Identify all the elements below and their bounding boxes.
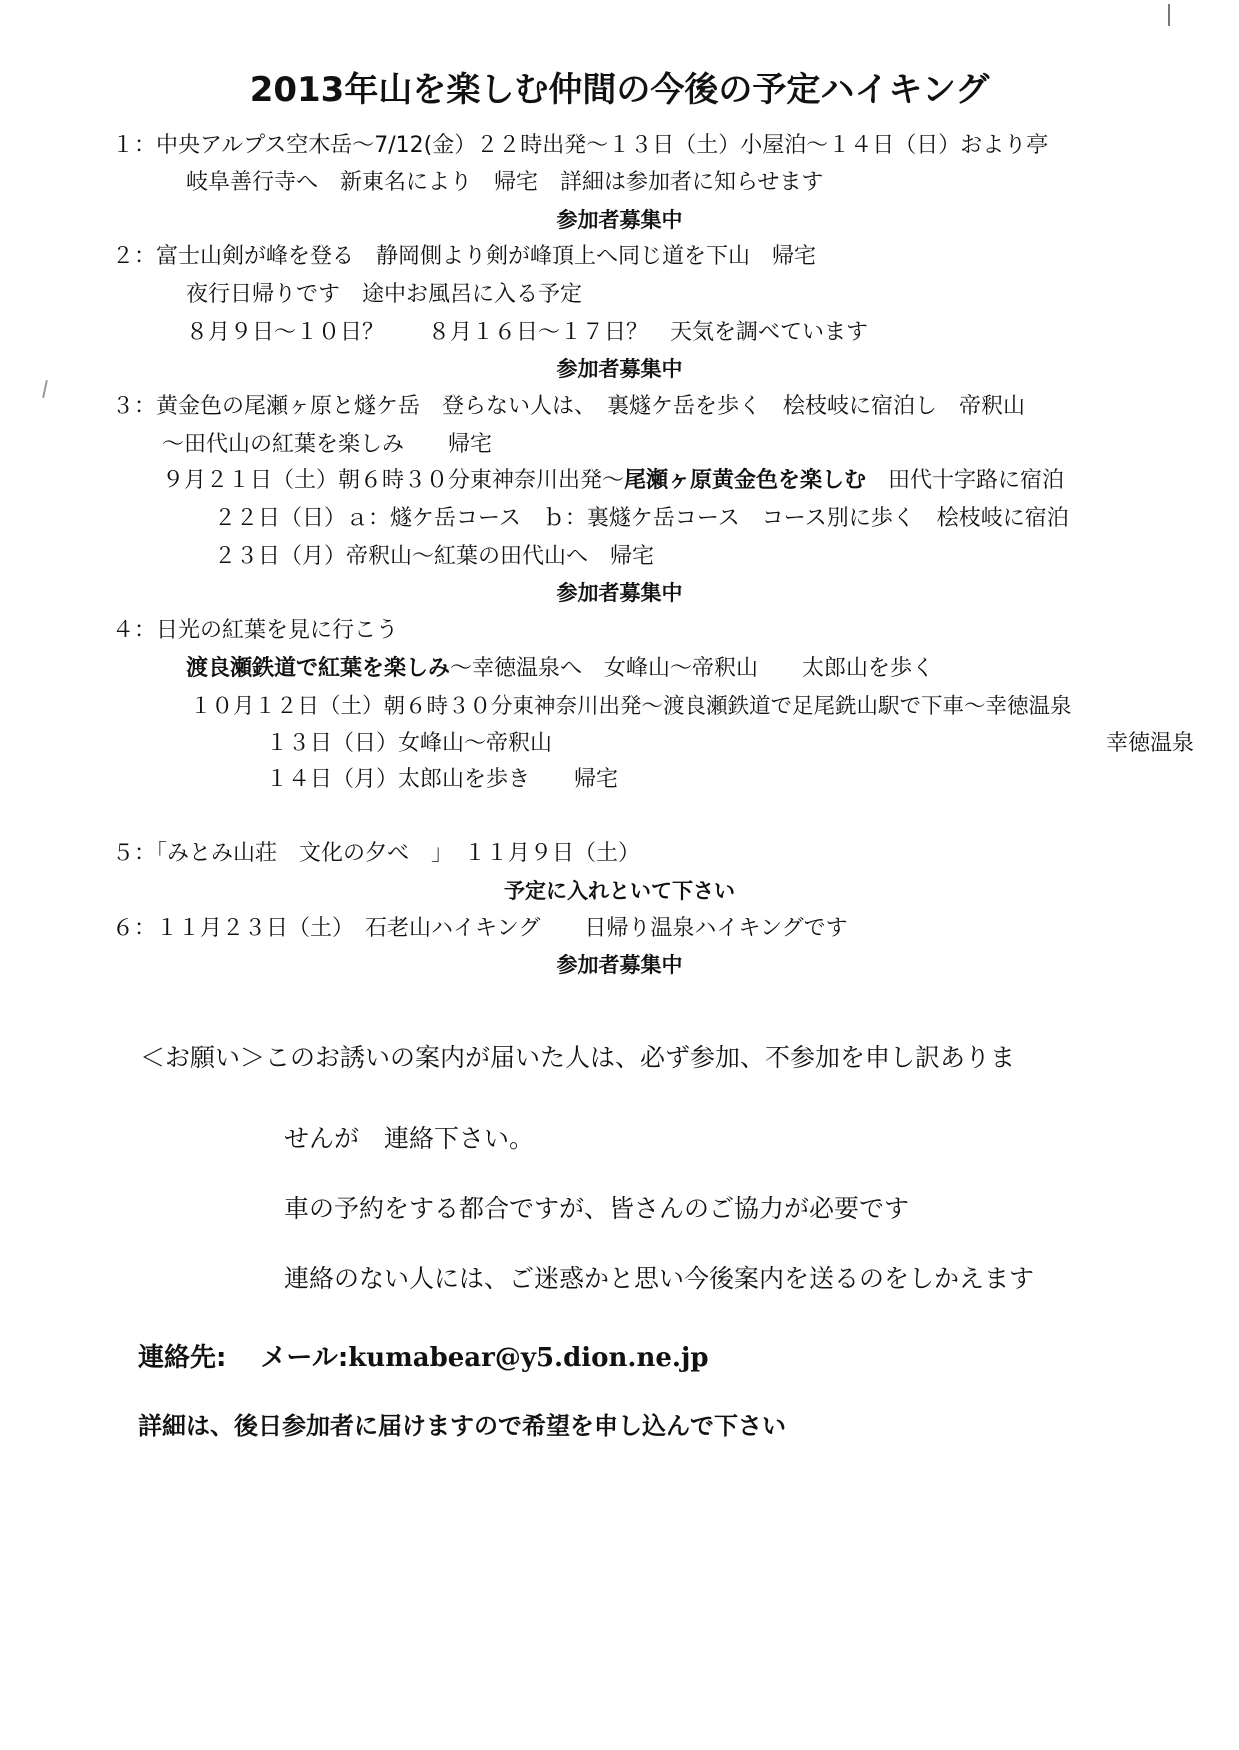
- request-line-1: ＜お願い＞このお誘いの案内が届いた人は、必ず参加、不参加を申し訳ありま: [140, 1043, 1016, 1072]
- item-1-line-2: 岐阜善行寺へ 新東名により 帰宅 詳細は参加者に知らせます: [186, 170, 824, 195]
- item-5-line-1: ５：「みとみ山荘 文化の夕べ 」 １１月９日（土）: [112, 841, 641, 866]
- contact-email[interactable]: kumabear@y5.dion.ne.jp: [348, 1343, 709, 1373]
- item-4-line-4: １３日（日）女峰山～帝釈山: [266, 731, 553, 756]
- item-2-line-2: 夜行日帰りです 途中お風呂に入る予定: [186, 282, 583, 307]
- item-3-line-2: ～田代山の紅葉を楽しみ 帰宅: [162, 432, 493, 457]
- item-2-line-3: ８月９日～１０日？ ８月１６日～１７日？ 天気を調べています: [186, 320, 869, 345]
- contact-label: 連絡先:: [138, 1343, 227, 1373]
- item-4-line-1: ４：日光の紅葉を見に行こう: [112, 618, 399, 643]
- scan-mark: [1168, 4, 1170, 26]
- item-3-line-1: ３：黄金色の尾瀬ヶ原と燧ケ岳 登らない人は、 裏燧ケ岳を歩く 桧枝岐に宿泊し 帝釈山: [112, 394, 1026, 419]
- item-1-line-1: １：中央アルプス空木岳～7/12(金）２２時出発～１３日（土）小屋泊～１４日（日）おより亭: [112, 133, 1049, 158]
- item-4-line-2-post: ～幸徳温泉へ 女峰山～帝釈山 太郎山を歩く: [450, 656, 935, 681]
- request-line-4: 連絡のない人には、ご迷惑かと思い今後案内を送るのをしかえます: [284, 1264, 1035, 1293]
- item-3-line-4: ２２日（日）ａ：燧ケ岳コース ｂ：裏燧ケ岳コース コース別に歩く 桧枝岐に宿泊: [214, 506, 1069, 531]
- item-3-line-3-highlight: 尾瀬ヶ原黄金色を楽しむ: [624, 468, 867, 493]
- request-line-2: せんが 連絡下さい。: [284, 1124, 535, 1153]
- page-title: 2013年山を楽しむ仲間の今後の予定ハイキング: [249, 70, 990, 110]
- item-3-line-3-post: 田代十字路に宿泊: [866, 468, 1065, 493]
- item-6-notice: 参加者募集中: [556, 953, 683, 977]
- item-3-line-3-pre: ９月２１日（土）朝６時３０分東神奈川出発～: [162, 468, 625, 493]
- item-5-notice: 予定に入れといて下さい: [504, 879, 735, 903]
- request-line-3: 車の予約をする都合ですが、皆さんのご協力が必要です: [284, 1194, 910, 1223]
- item-3-line-3: [162, 466, 1064, 496]
- item-2-line-1: ２：富士山剣が峰を登る 静岡側より剣が峰頂上へ同じ道を下山 帰宅: [112, 244, 817, 269]
- item-4-line-2-highlight: 渡良瀬鉄道で紅葉を楽しみ: [186, 656, 451, 681]
- item-4-line-4-right: 幸徳温泉: [1106, 731, 1195, 756]
- item-4-line-5: １４日（月）太郎山を歩き 帰宅: [266, 767, 619, 792]
- item-2-notice: 参加者募集中: [556, 357, 683, 381]
- contact-line: [138, 1340, 709, 1376]
- email-label: メール:: [260, 1343, 349, 1373]
- closing-note: 詳細は、後日参加者に届けますので希望を申し込んで下さい: [138, 1412, 786, 1440]
- item-3-line-5: ２３日（月）帝釈山～紅葉の田代山へ 帰宅: [214, 544, 655, 569]
- item-3-notice: 参加者募集中: [556, 581, 683, 605]
- item-6-line-1: ６：１１月２３日（土） 石老山ハイキング 日帰り温泉ハイキングです: [112, 916, 848, 941]
- item-1-notice: 参加者募集中: [556, 208, 683, 232]
- item-4-line-3: １０月１２日（土）朝６時３０分東神奈川出発～渡良瀬鉄道で足尾銑山駅で下車～幸徳温泉: [190, 694, 1072, 719]
- item-4-line-2: [186, 654, 934, 684]
